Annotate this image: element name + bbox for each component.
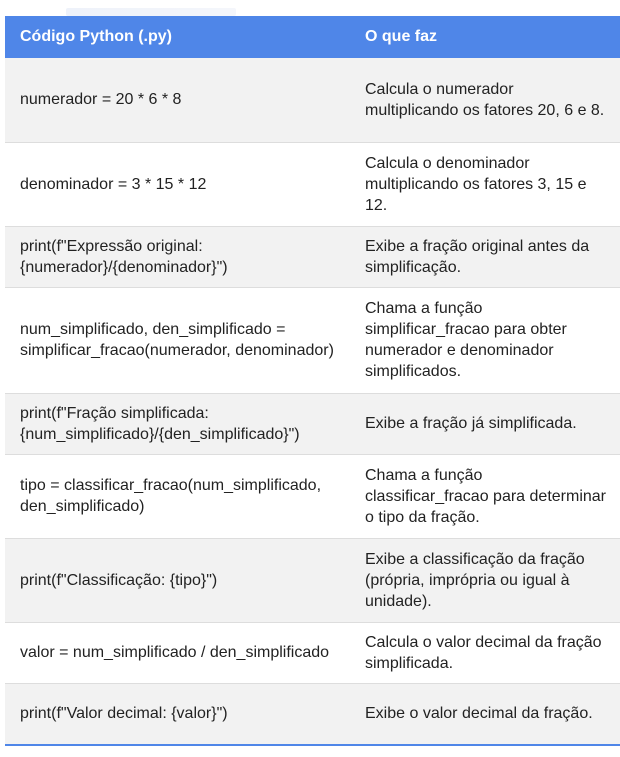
table-row	[5, 287, 620, 393]
code-cell: print(f"Expressão original: {numerador}/{denominador}")	[5, 226, 350, 287]
table-row	[5, 58, 620, 142]
faded-caption-strip	[66, 8, 236, 16]
description-cell: Calcula o numerador multiplicando os fatores 20, 6 e 8.	[350, 58, 620, 142]
description-cell: Chama a função simplificar_fracao para obter numerador e denominador simplificados.	[350, 287, 620, 393]
description-cell: Calcula o denominador multiplicando os fatores 3, 15 e 12.	[350, 142, 620, 226]
table-row	[5, 683, 620, 745]
description-cell: Exibe o valor decimal da fração.	[350, 683, 620, 745]
description-cell: Exibe a fração já simplificada.	[350, 393, 620, 454]
description-cell: Calcula o valor decimal da fração simplificada.	[350, 622, 620, 683]
table-row	[5, 622, 620, 683]
description-cell: Exibe a fração original antes da simplificação.	[350, 226, 620, 287]
code-cell: numerador = 20 * 6 * 8	[5, 58, 350, 142]
code-cell: tipo = classificar_fracao(num_simplificado, den_simplificado)	[5, 454, 350, 538]
code-cell: print(f"Classificação: {tipo}")	[5, 538, 350, 622]
header-code-column: Código Python (.py)	[5, 16, 350, 58]
header-description-column: O que faz	[350, 16, 620, 58]
description-cell: Chama a função classificar_fracao para determinar o tipo da fração.	[350, 454, 620, 538]
code-explanation-table	[5, 16, 620, 746]
table-body	[5, 58, 620, 745]
table-row	[5, 538, 620, 622]
description-cell: Exibe a classificação da fração (própria, imprópria ou igual à unidade).	[350, 538, 620, 622]
table-row	[5, 454, 620, 538]
table-row	[5, 393, 620, 454]
code-cell: num_simplificado, den_simplificado = simplificar_fracao(numerador, denominador)	[5, 287, 350, 393]
header-row	[5, 16, 620, 58]
code-cell: valor = num_simplificado / den_simplificado	[5, 622, 350, 683]
code-cell: print(f"Fração simplificada: {num_simplificado}/{den_simplificado}")	[5, 393, 350, 454]
table-row	[5, 142, 620, 226]
code-cell: print(f"Valor decimal: {valor}")	[5, 683, 350, 745]
code-cell: denominador = 3 * 15 * 12	[5, 142, 350, 226]
table-row	[5, 226, 620, 287]
table-header	[5, 16, 620, 58]
